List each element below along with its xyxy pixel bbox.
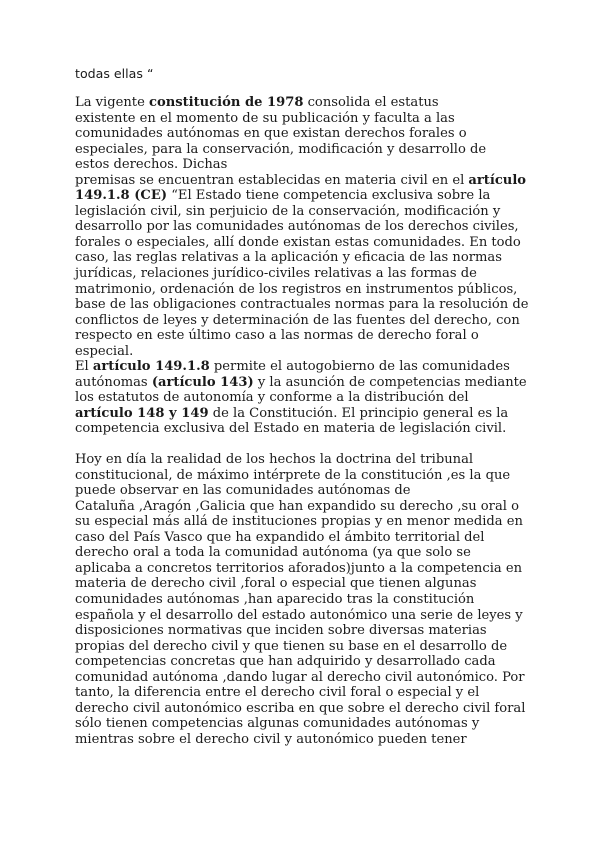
text-run: y la asunción de competencias mediante — [253, 374, 527, 390]
text-line — [75, 235, 540, 251]
text-run: puede observar en las comunidades autónomas de — [75, 483, 411, 499]
text-line — [75, 359, 540, 375]
text-line — [75, 639, 540, 655]
text-line — [75, 266, 540, 282]
bold-text: 149.1.8 (CE) — [75, 188, 168, 204]
text-run: especiales, para la conservación, modificación y desarrollo de — [75, 141, 487, 157]
text-run: española y el desarrollo del estado autonómico una serie de leyes y — [75, 607, 523, 623]
text-line — [75, 608, 540, 624]
text-line — [75, 313, 540, 329]
text-line — [75, 716, 540, 732]
text-run: conflictos de leyes y determinación de las fuentes del derecho, con — [75, 312, 520, 328]
text-run: forales o especiales, allí donde existan estas comunidades. En todo — [75, 234, 521, 250]
text-line — [75, 701, 540, 717]
text-run: constitucional, de máximo intérprete de la constitución ,es la que — [75, 467, 511, 483]
bold-text: artículo — [468, 172, 527, 188]
text-line — [75, 95, 540, 111]
bold-text: artículo 148 y 149 — [75, 405, 209, 421]
text-run: comunidad autónoma ,dando lugar al derecho civil autonómico. Por — [75, 669, 525, 685]
text-line — [75, 204, 540, 220]
text-run: base de las obligaciones contractuales normas para la resolución de — [75, 297, 529, 313]
text-line — [75, 576, 540, 592]
text-line — [75, 142, 540, 158]
text-run: consolida el estatus — [303, 95, 439, 110]
text-line — [75, 468, 540, 484]
text-line — [75, 561, 540, 577]
text-line — [75, 111, 540, 127]
text-line — [75, 592, 540, 608]
text-line — [75, 188, 540, 204]
text-run: legislación civil, sin perjuicio de la conservación, modificación y — [75, 203, 501, 219]
text-line — [75, 514, 540, 530]
text-run: caso, las reglas relativas a la aplicación y eficacia de las normas — [75, 250, 502, 266]
text-run: El — [75, 359, 93, 375]
text-run: autónomas — [75, 374, 152, 390]
text-line — [75, 126, 540, 142]
text-run: estos derechos. Dichas — [75, 157, 228, 173]
text-run: La vigente — [75, 95, 149, 110]
text-run: sólo tienen competencias algunas comunidades autónomas y — [75, 716, 480, 732]
text-run: derecho oral a toda la comunidad autónoma (ya que solo se — [75, 545, 471, 561]
text-line — [75, 499, 540, 515]
text-run: jurídicas, relaciones jurídico-civiles relativas a las formas de — [75, 266, 477, 282]
text-line — [75, 344, 540, 360]
text-run: disposiciones normativas que inciden sobre diversas materias — [75, 623, 487, 639]
text-run: de la Constitución. El principio general es la — [208, 405, 509, 421]
text-run: matrimonio, ordenación de los registros en instrumentos públicos, — [75, 281, 518, 297]
text-run: los estatutos de autonomía y conforme a la distribución del — [75, 390, 469, 406]
text-line — [75, 219, 540, 235]
text-line — [75, 483, 540, 499]
text-run: tanto, la diferencia entre el derecho civil foral o especial y el — [75, 685, 480, 701]
text-run: propias del derecho civil y que tienen su base en el desarrollo de — [75, 638, 508, 654]
text-run: permite el autogobierno de las comunidades — [209, 359, 510, 375]
opening-line: todas ellas “ — [75, 66, 154, 81]
bold-text: constitución de 1978 — [149, 95, 304, 110]
paragraph-doctrine — [75, 452, 540, 747]
bold-text: (artículo 143) — [151, 374, 254, 390]
text-run: caso del País Vasco que ha expandido el ámbito territorial del — [75, 529, 485, 545]
text-line — [75, 670, 540, 686]
text-line — [75, 545, 540, 561]
text-line — [75, 732, 540, 748]
text-run: desarrollo por las comunidades autónomas de los derechos civiles, — [75, 219, 519, 235]
bold-text: artículo 149.1.8 — [92, 359, 210, 375]
text-line — [75, 375, 540, 391]
text-run: su especial más allá de instituciones propias y en menor medida en — [75, 514, 523, 530]
text-run: premisas se encuentran establecidas en materia civil en el — [75, 172, 469, 188]
text-line — [75, 654, 540, 670]
text-line — [75, 173, 540, 189]
text-run: existente en el momento de su publicación y faculta a las — [75, 110, 455, 126]
text-run: competencias concretas que han adquirido y desarrollado cada — [75, 654, 496, 670]
text-run: Cataluña ,Aragón ,Galicia que han expandido su derecho ,su oral o — [75, 498, 519, 514]
text-line — [75, 390, 540, 406]
text-line — [75, 250, 540, 266]
text-run: respecto en este último caso a las normas de derecho foral o — [75, 328, 479, 344]
text-run: “El Estado tiene competencia exclusiva sobre la — [167, 188, 491, 204]
text-line — [75, 157, 540, 173]
text-line — [75, 297, 540, 313]
text-line — [75, 282, 540, 298]
paragraph-constitution — [75, 95, 540, 437]
text-run: mientras sobre el derecho civil y autonómico pueden tener — [75, 731, 467, 747]
text-line — [75, 623, 540, 639]
text-line — [75, 421, 540, 437]
text-line — [75, 685, 540, 701]
text-line — [75, 328, 540, 344]
text-run: materia de derecho civil ,foral o especial que tienen algunas — [75, 576, 477, 592]
text-line — [75, 406, 540, 422]
text-line — [75, 452, 540, 468]
text-run: aplicaba a concretos territorios aforados)junto a la competencia en — [75, 560, 523, 576]
text-run: comunidades autónomas en que existan derechos forales o — [75, 126, 467, 142]
text-run: derecho civil autonómico escriba en que sobre el derecho civil foral — [75, 700, 526, 716]
text-line — [75, 530, 540, 546]
text-run: competencia exclusiva del Estado en materia de legislación civil. — [75, 421, 507, 437]
text-run: especial. — [75, 343, 134, 359]
text-run: Hoy en día la realidad de los hechos la doctrina del tribunal — [75, 452, 474, 468]
text-run: comunidades autónomas ,han aparecido tras la constitución — [75, 591, 475, 607]
